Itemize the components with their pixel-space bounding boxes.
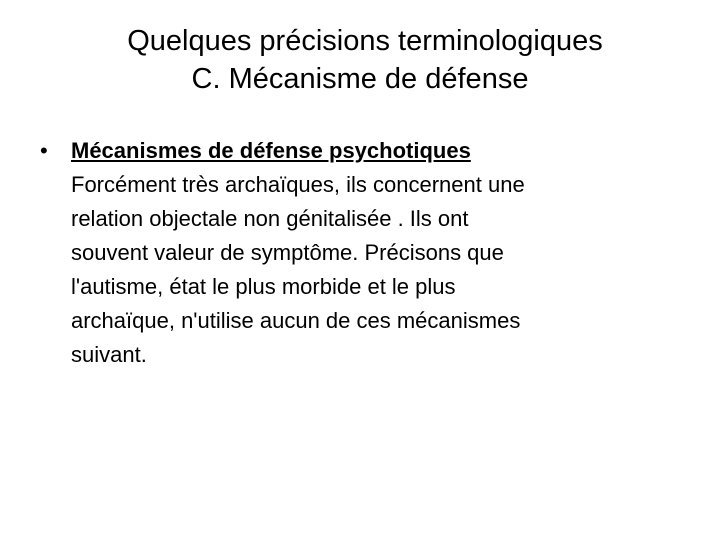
bullet-body <box>71 168 690 372</box>
slide-content <box>40 134 690 372</box>
bullet-heading: Mécanismes de défense psychotiques <box>71 138 471 163</box>
slide-title <box>0 22 720 98</box>
body-line-1: Forcément très archaïques, ils concernent une <box>71 172 525 197</box>
body-line-2: relation objectale non génitalisée . Ils ont <box>71 206 469 231</box>
title-line-2: C. Mécanisme de défense <box>191 63 529 95</box>
body-line-6: suivant. <box>71 342 147 367</box>
bullet-marker: • <box>40 138 48 163</box>
body-line-4: l'autisme, état le plus morbide et le plus <box>71 274 456 299</box>
title-line-1: Quelques précisions terminologiques <box>127 25 603 57</box>
bullet-item <box>40 134 690 372</box>
body-line-3: souvent valeur de symptôme. Précisons que <box>71 240 504 265</box>
body-line-5: archaïque, n'utilise aucun de ces mécanismes <box>71 308 521 333</box>
